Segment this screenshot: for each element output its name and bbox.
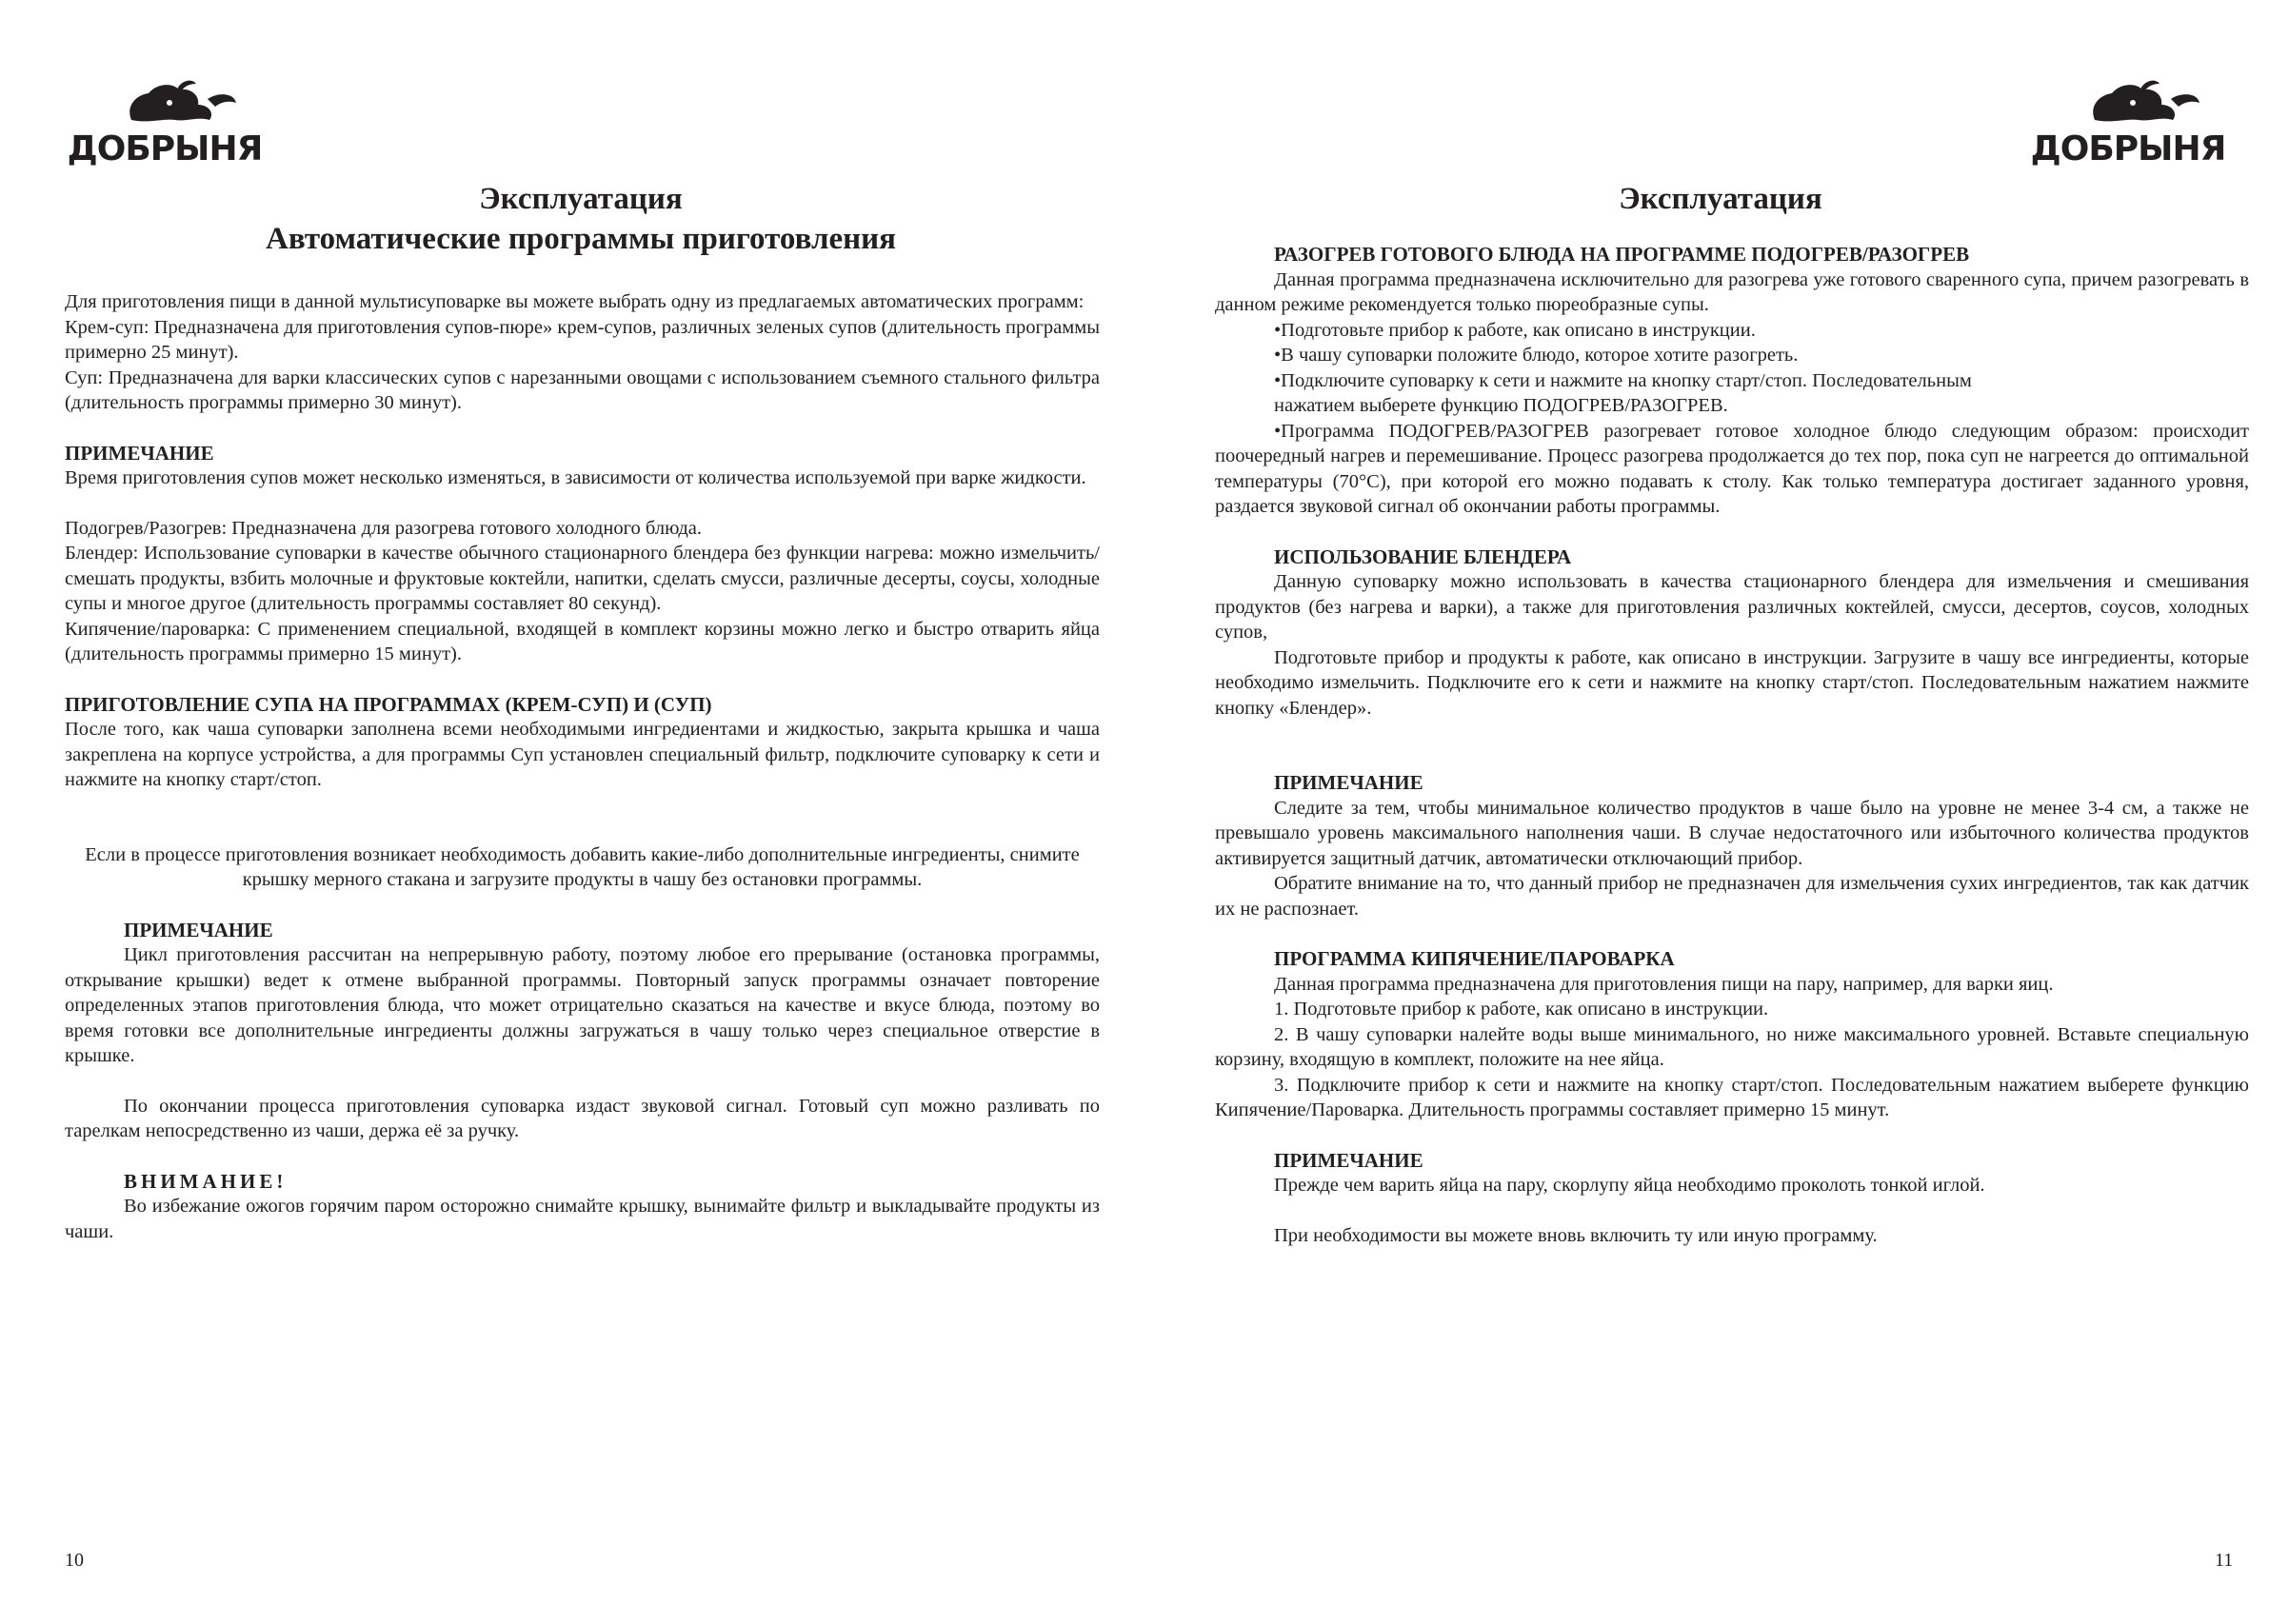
intro-paragraph: Для приготовления пищи в данной мультисуповарке вы можете выбрать одну из предлагаемых автоматических программ: (65, 291, 1085, 312)
soup-program-heading: ПРИГОТОВЛЕНИЕ СУПА НА ПРОГРАММАХ (КРЕМ-СУП) И (СУП) (65, 692, 712, 716)
page-title: Эксплуатация (1619, 182, 1822, 216)
blender-paragraph: Блендер: Использование суповарки в качестве обычного стационарного блендера без функции нагрева: можно измельчить/смешать продукты, взбить молочные и фруктовые коктейли, напитки, сделать смусси, различные десерты, соусы, холодные супы и многое другое (длительность программы составляет 80 секунд). (65, 543, 1100, 614)
boil-paragraph: Кипячение/пароварка: С применением специальной, входящей в комплект корзины можно легко и быстро отварить яйца (длительность программы примерно 15 минут). (65, 618, 1100, 664)
right-page (1144, 0, 2289, 1624)
reheat-bullet-4: •Программа ПОДОГРЕВ/РАЗОГРЕВ разогревает готовое холодное блюдо следующим образом: происходит поочередный нагрев и перемешивание. Процесс разогрева продолжается до тех пор, пока суп не нагреется до оптимальной температуры (70°С), при которой его можно подавать к столу. Как только температура достигает заданного уровня, раздается звуковой сигнал об окончании работы программы. (1215, 420, 2249, 517)
right-body (1215, 242, 2249, 1248)
blender-text-2: Подготовьте прибор и продукты к работе, как описано в инструкции. Загрузите в чашу все ингредиенты, которые необходимо измельчить. Подключите его к сети и нажмите на кнопку старт/стоп. Последовательным нажатием нажмите кнопку «Блендер». (1215, 646, 2249, 719)
brand-logo-graphic (2028, 78, 2228, 169)
reheat-paragraph: Подогрев/Разогрев: Предназначена для разогрева готового холодного блюда. (65, 517, 702, 539)
warning-text: Во избежание ожогов горячим паром осторожно снимайте крышку, вынимайте фильтр и выкладывайте продукты из чаши. (65, 1196, 1100, 1242)
reheat-bullet-3b: нажатием выберете функцию ПОДОГРЕВ/РАЗОГРЕВ. (1274, 395, 1728, 416)
add-ingredients-paragraph: Если в процессе приготовления возникает необходимость добавить какие-либо дополнительные ингредиенты, снимите крышку мерного стакана и загрузите продукты в чашу без остановки программы. (85, 843, 1080, 890)
left-page (0, 0, 1144, 1624)
brand-logo (65, 78, 265, 169)
note-text-2: Обратите внимание на то, что данный прибор не предназначен для измельчения сухих ингредиентов, так как датчик их не распознает. (1215, 873, 2249, 920)
reheat-bullet-1: •Подготовьте прибор к работе, как описано в инструкции. (1274, 319, 1756, 341)
brand-logo (2028, 78, 2228, 169)
blender-text-1: Данную суповарку можно использовать в качества стационарного блендера для измельчения и смешивания продуктов (без нагрева и варки), а также для приготовления различных коктейлей, смусси, десертов, соусов, холодных супов, (1215, 571, 2249, 643)
note-heading: ПРИМЕЧАНИЕ (65, 441, 214, 465)
note-heading-2: ПРИМЕЧАНИЕ (1274, 1148, 1423, 1172)
blender-heading: ИСПОЛЬЗОВАНИЕ БЛЕНДЕРА (1274, 545, 1572, 568)
page-number: 10 (65, 1550, 84, 1571)
reheat-heading: РАЗОГРЕВ ГОТОВОГО БЛЮДА НА ПРОГРАММЕ ПОДОГРЕВ/РАЗОГРЕВ (1274, 243, 1970, 266)
boil-step-3: 3. Подключите прибор к сети и нажмите на кнопку старт/стоп. Последовательным нажатием выберете функцию Кипячение/Пароварка. Длительность программы составляет примерно 15 минут. (1215, 1074, 2249, 1120)
reheat-text: Данная программа предназначена исключительно для разогрева уже готового сваренного супа, причем разогревать в данном режиме рекомендуется только пюреобразные супы. (1215, 268, 2249, 315)
note-text-3: Прежде чем варить яйца на пару, скорлупу яйца необходимо проколоть тонкой иглой. (1274, 1175, 1985, 1196)
reheat-bullet-3a: •Подключите суповарку к сети и нажмите на кнопку старт/стоп. Последовательным (1274, 369, 1972, 391)
brand-logo-graphic (65, 78, 265, 169)
svg-text:ДОБРЫНЯ: ДОБРЫНЯ (67, 129, 263, 168)
soup-program-text: После того, как чаша суповарки заполнена всеми необходимыми ингредиентами и жидкостью, закрыта крышка и чаша закреплена на корпусе устройства, а для программы Суп установлен специальный фильтр, подключите суповарку к сети и нажмите на кнопку старт/стоп. (65, 719, 1100, 790)
page-number: 11 (2215, 1550, 2234, 1571)
note-heading: ПРИМЕЧАНИЕ (1274, 771, 1423, 794)
left-body (65, 289, 1100, 1244)
final-paragraph: При необходимости вы можете вновь включить ту или иную программу. (1274, 1224, 1878, 1246)
finish-paragraph: По окончании процесса приготовления суповарка издаст звуковой сигнал. Готовый суп можно разливать по тарелкам непосредственно из чаши, держа её за ручку. (65, 1095, 1100, 1141)
cream-soup-paragraph: Крем-суп: Предназначена для приготовления супов-пюре» крем-супов, различных зеленых супов (длительность программы примерно 25 минут). (65, 316, 1100, 363)
boil-step-2: 2. В чашу суповарки налейте воды выше минимального, но ниже максимального уровней. Вставьте специальную корзину, входящую в комплект, положите на нее яйца. (1215, 1023, 2249, 1070)
note-heading-2: ПРИМЕЧАНИЕ (124, 918, 273, 941)
reheat-bullet-2: •В чашу суповарки положите блюдо, которое хотите разогреть. (1274, 345, 1799, 366)
svg-text:ДОБРЫНЯ: ДОБРЫНЯ (2030, 129, 2226, 168)
boil-heading: ПРОГРАММА КИПЯЧЕНИЕ/ПАРОВАРКА (1274, 947, 1675, 970)
boil-text: Данная программа предназначена для приготовления пищи на пару, например, для варки яиц. (1274, 973, 2054, 995)
note-text-2: Цикл приготовления рассчитан на непрерывную работу, поэтому любое его прерывание (остановка программы, открывание крышки) ведет к отмене выбранной программы. Повторный запуск программы означает повторение определенных этапов приготовления блюда, что может отрицательно сказаться на качестве и вкусе блюда, поэтому во время готовки все дополнительные ингредиенты должны загружаться в чашу только через специальное отверстие в крышке. (65, 944, 1100, 1066)
note-text: Время приготовления супов может несколько изменяться, в зависимости от количества используемой при варке жидкости. (65, 467, 1086, 488)
soup-paragraph: Суп: Предназначена для варки классических супов с нарезанными овощами с использованием съемного стального фильтра (длительность программы примерно 30 минут). (65, 366, 1100, 413)
right-title-block (1202, 179, 2239, 219)
warning-heading: ВНИМАНИЕ! (124, 1169, 288, 1193)
boil-step-1: 1. Подготовьте прибор к работе, как описано в инструкции. (1274, 999, 1769, 1020)
note-text-1: Следите за тем, чтобы минимальное количество продуктов в чаше было на уровне не менее 3-4 см, а также не превышало уровень максимального наполнения чаши. В случае недостаточного или избыточного количества продуктов активируется защитный датчик, автоматически отключающий прибор. (1215, 797, 2249, 869)
page-subtitle: Автоматические программы приготовления (266, 222, 896, 256)
page-title: Эксплуатация (479, 182, 683, 216)
left-title-block (57, 179, 1105, 259)
